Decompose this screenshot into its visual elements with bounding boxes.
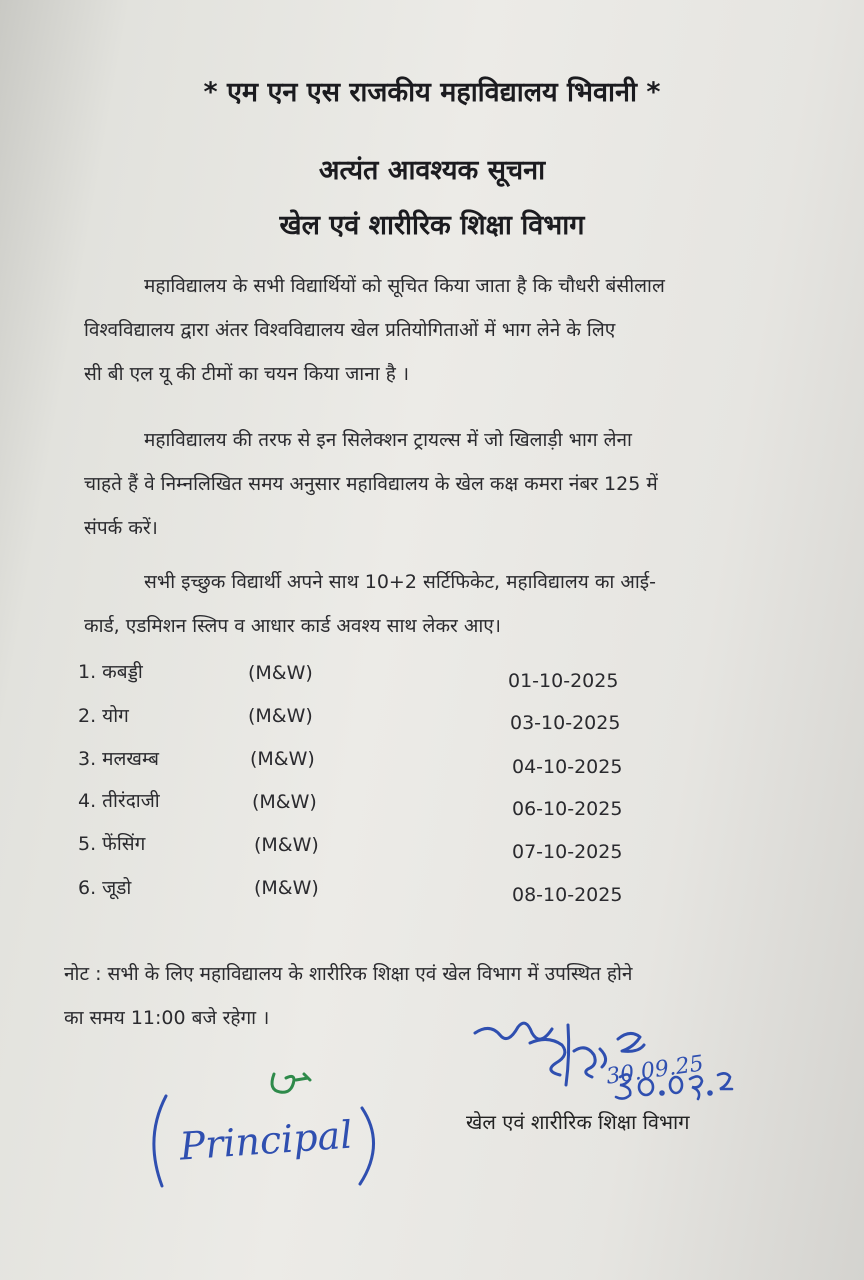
documents-line: सभी इच्छुक विद्यार्थी अपने साथ 10+2 सर्टिफिकेट, महाविद्यालय का आई- — [144, 571, 656, 593]
trials-line: चाहते हैं वे निम्नलिखित समय अनुसार महाविद्यालय के खेल कक्ष कमरा नंबर 125 में — [84, 473, 658, 495]
schedule-sport: 5. फेंसिंग — [78, 833, 146, 855]
trials-line: महाविद्यालय की तरफ से इन सिलेक्शन ट्रायल्स में जो खिलाड़ी भाग लेना — [144, 429, 632, 451]
department-signature-label: खेल एवं शारीरिक शिक्षा विभाग — [466, 1110, 690, 1134]
schedule-category: (M&W) — [254, 834, 319, 856]
schedule-category: (M&W) — [248, 705, 313, 727]
schedule-sport: 6. जूडो — [78, 877, 132, 899]
schedule-date: 08-10-2025 — [512, 884, 623, 906]
schedule-sport: 2. योग — [78, 705, 129, 727]
schedule-sport: 3. मलखम्ब — [78, 748, 159, 770]
schedule-date: 07-10-2025 — [512, 841, 623, 863]
schedule-category: (M&W) — [250, 748, 315, 770]
schedule-category: (M&W) — [252, 791, 317, 813]
documents-paragraph — [84, 560, 844, 648]
intro-line: विश्वविद्यालय द्वारा अंतर विश्वविद्यालय खेल प्रतियोगिताओं में भाग लेने के लिए — [84, 319, 616, 341]
documents-line: कार्ड, एडमिशन स्लिप व आधार कार्ड अवश्य साथ लेकर आए। — [84, 615, 501, 637]
signature-date-text: 30.09.25 — [604, 1051, 706, 1090]
urgent-notice-heading: अत्यंत आवश्यक सूचना — [318, 155, 546, 186]
college-name-heading: * एम एन एस राजकीय महाविद्यालय भिवानी * — [203, 77, 661, 108]
intro-paragraph — [84, 264, 844, 396]
intro-line: सी बी एल यू की टीमों का चयन किया जाना है । — [84, 363, 410, 385]
intro-line: महाविद्यालय के सभी विद्यार्थियों को सूचित किया जाता है कि चौधरी बंसीलाल — [144, 275, 665, 297]
schedule-sport: 4. तीरंदाजी — [78, 790, 160, 812]
note-line: नोट : सभी के लिए महाविद्यालय के शारीरिक शिक्षा एवं खेल विभाग में उपस्थित होने — [64, 963, 633, 985]
note-line: का समय 11:00 बजे रहेगा । — [64, 1007, 270, 1029]
department-heading: खेल एवं शारीरिक शिक्षा विभाग — [279, 210, 585, 241]
schedule-category: (M&W) — [254, 877, 319, 899]
principal-signature-icon — [140, 1088, 390, 1198]
schedule-date: 06-10-2025 — [512, 798, 623, 820]
trials-line: संपर्क करें। — [84, 517, 158, 539]
schedule-category: (M&W) — [248, 662, 313, 684]
trials-paragraph — [84, 418, 844, 550]
schedule-date: 03-10-2025 — [510, 712, 621, 734]
schedule-date: 01-10-2025 — [508, 670, 619, 692]
schedule-date: 04-10-2025 — [512, 756, 623, 778]
principal-label: Principal — [178, 1112, 354, 1169]
schedule-sport: 1. कबड्डी — [78, 661, 143, 683]
